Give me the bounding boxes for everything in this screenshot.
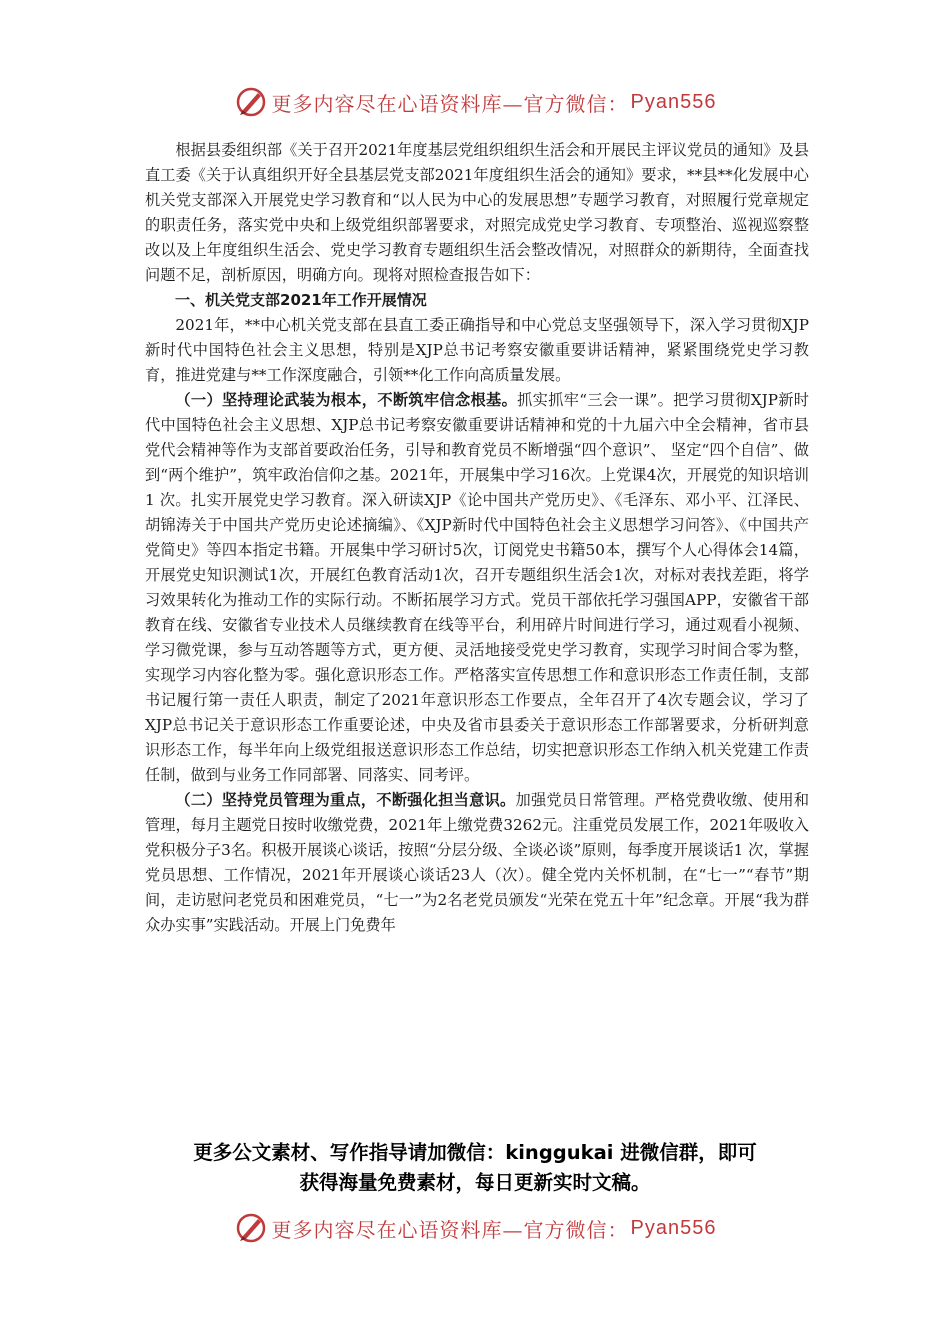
footer-wechat-id: Pyan556 [630, 1216, 717, 1239]
document-body [145, 138, 809, 938]
subsection2-heading: （二）坚持党员管理为重点，不断强化担当意识。 [175, 791, 516, 809]
header-banner [0, 82, 950, 122]
subsection2-body: 加强党员日常管理。严格党费收缴、使用和管理，每月主题党日按时收缴党费，2021年上缴党费3262元。注重党员发展工作，2021年吸收入党积极分子3名。积极开展谈心谈话，按照“分层分级、全谈必谈”原则，每季度开展谈话1 次，掌握党员思想、工作情况，2021年开展谈心谈话23人（次）。健全党内关怀机制，在“七一”“春节”期间，走访慰问老党员和困难党员，“七一”为2名老党员颁发“光荣在党五十年”纪念章。开展“我为群众办实事”实践活动。开展上门免费年 [145, 791, 810, 934]
subsection1-body: 抓实抓牢“三会一课”。把学习贯彻XJP新时代中国特色社会主义思想、XJP总书记考察安徽重要讲话精神和党的十九届六中全会精神，省市县党代会精神等作为支部首要政治任务，引导和教育党员不断增强“四个意识”、 坚定“四个自信”、做到“两个维护”，筑牢政治信仰之基。2021年，开展集中学习16次。上党课4次，开展党的知识培训1 次。扎实开展党史学习教育。深入研读XJP《论中国共产党历史》、《毛泽东、邓小平、江泽民、胡锦涛关于中国共产党历史论述摘编》、《XJP新时代中国特色社会主义思想学习问答》、《中国共产党简史》等四本指定书籍。开展集中学习研讨5次，订阅党史书籍50本，撰写个人心得体会14篇，开展党史知识测试1次，开展红色教育活动1次，召开专题组织生活会1次，对标对表找差距，将学习效果转化为推动工作的实际行动。不断拓展学习方式。党员干部依托学习强国APP，安徽省干部教育在线、安徽省专业技术人员继续教育在线等平台，利用碎片时间进行学习，通过观看小视频、学习微党课，参与互动答题等方式，更方便、灵活地接受党史学习教育，实现学习时间合零为整，实现学习内容化整为零。强化意识形态工作。严格落实宣传思想工作和意识形态工作责任制，支部书记履行第一责任人职责，制定了2021年意识形态工作要点，全年召开了4次专题会议，学习了XJP总书记关于意识形态工作重要论述，中央及省市县委关于意识形态工作部署要求，分析研判意识形态工作，每半年向上级党组报送意识形态工作总结，切实把意识形态工作纳入机关党建工作责任制，做到与业务工作同部署、同落实、同考评。 [145, 391, 809, 784]
banner-brand-text: 更多内容尽在心语资料库—官方微信： [271, 91, 629, 116]
pen-logo-icon [234, 1211, 268, 1245]
footer-brand-text: 更多内容尽在心语资料库—官方微信： [271, 1217, 629, 1242]
promo-text [100, 1138, 850, 1198]
subsection1-heading: （一）坚持理论武装为根本，不断筑牢信念根基。 [175, 391, 518, 409]
promo-line-1: 更多公文素材、写作指导请加微信：kinggukai 进微信群，即可 [193, 1141, 757, 1164]
pen-logo-icon [234, 85, 268, 119]
section1-paragraph: 2021年，**中心机关党支部在县直工委正确指导和中心党总支坚强领导下，深入学习贯彻XJP新时代中国特色社会主义思想，特别是XJP总书记考察安徽重要讲话精神，紧紧围绕党史学习教育，推进党建与**工作深度融合，引领**化工作向高质量发展。 [145, 316, 809, 384]
promo-line-2: 获得海量免费素材，每日更新实时文稿。 [299, 1171, 651, 1194]
subsection1-paragraph [145, 388, 809, 788]
section1-heading: 一、机关党支部2021年工作开展情况 [175, 291, 427, 309]
intro-paragraph: 根据县委组织部《关于召开2021年度基层党组织组织生活会和开展民主评议党员的通知》及县直工委《关于认真组织开好全县基层党支部2021年度组织生活会的通知》要求，**县**化发展中心机关党支部深入开展党史学习教育和“以人民为中心的发展思想”专题学习教育，对照履行党章规定的职责任务，落实党中央和上级党组织部署要求，对照完成党史学习教育、专项整治、巡视巡察整改以及上年度组织生活会、党史学习教育专题组织生活会整改情况，对照群众的新期待，全面查找问题不足，剖析原因，明确方向。现将对照检查报告如下： [145, 141, 809, 284]
banner-wechat-id: Pyan556 [630, 90, 717, 113]
subsection2-paragraph [145, 788, 809, 938]
footer-banner [0, 1208, 950, 1248]
